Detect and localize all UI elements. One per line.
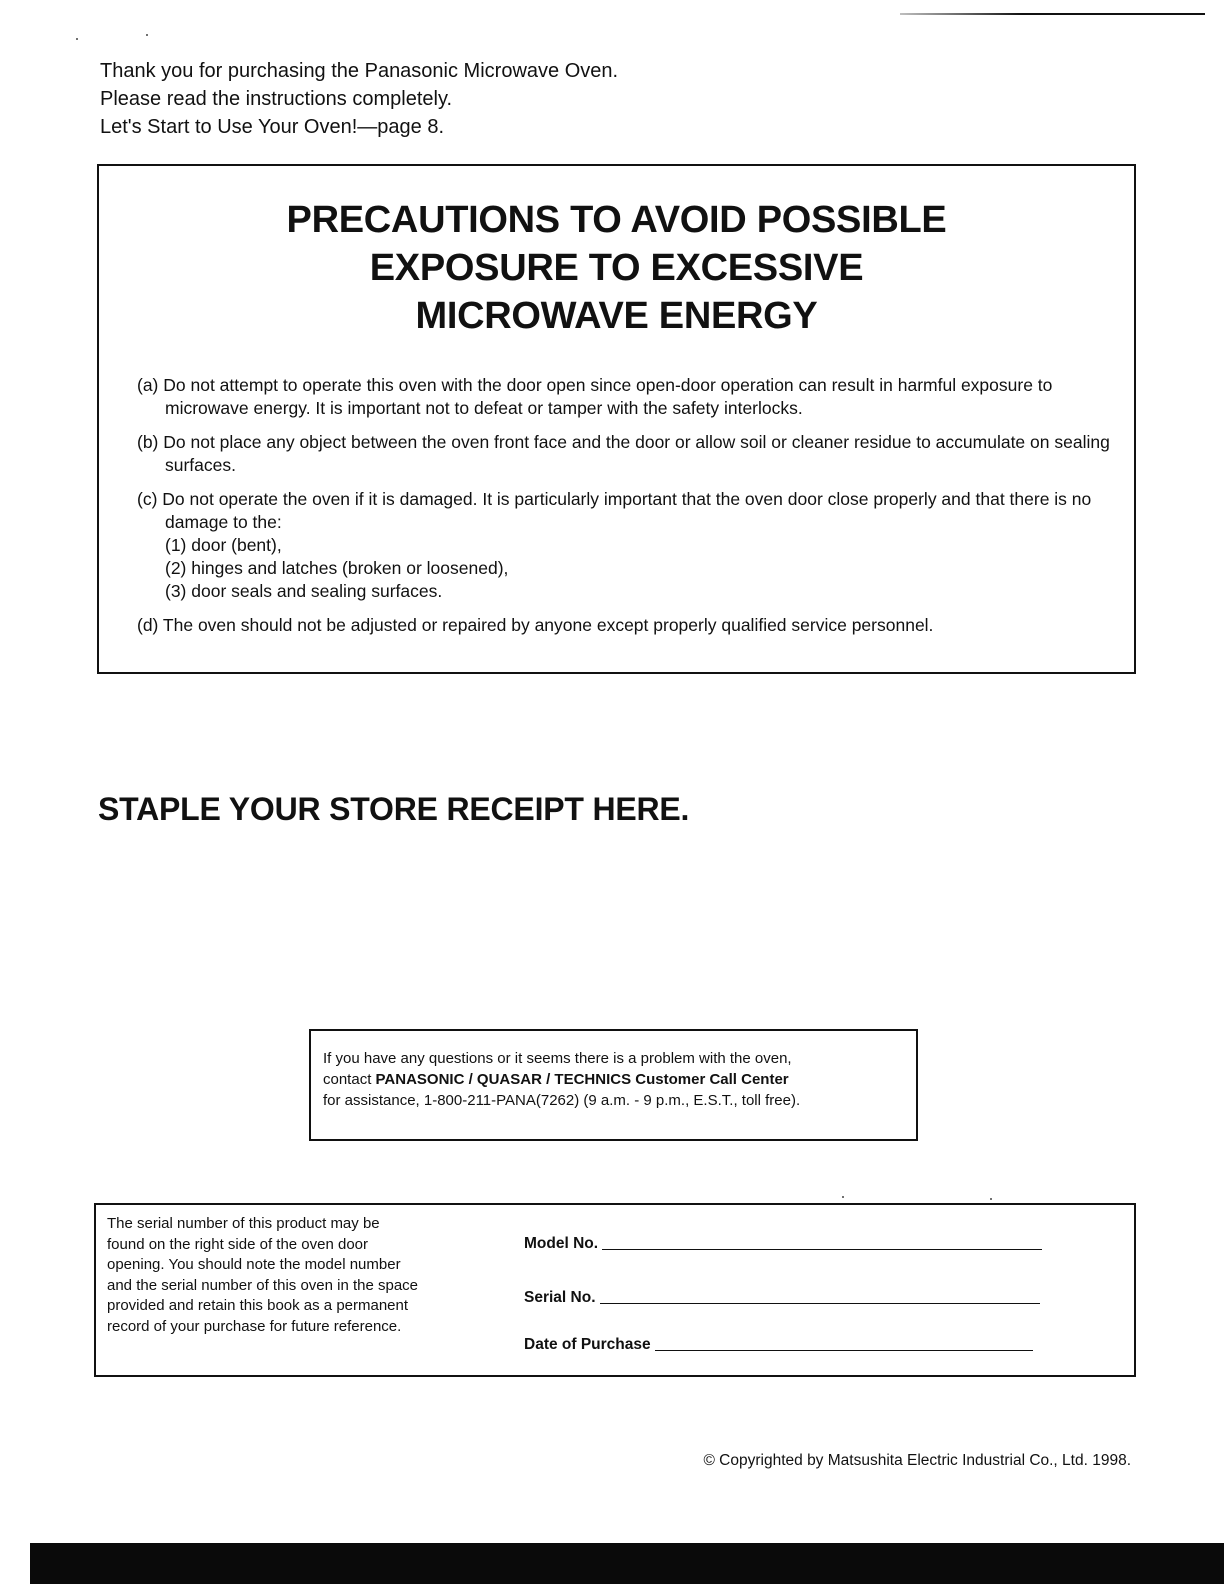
contact-box xyxy=(309,1029,918,1141)
title-line: PRECAUTIONS TO AVOID POSSIBLE xyxy=(286,199,947,241)
scan-speck xyxy=(990,1198,992,1200)
precaution-subitem: (2) hinges and latches (broken or loosened), xyxy=(165,558,509,578)
contact-line: If you have any questions or it seems there is a problem with the oven, xyxy=(323,1050,792,1067)
model-number-label: Model No. xyxy=(524,1235,599,1252)
precaution-item-c: (c) Do not operate the oven if it is damaged. It is particularly important that the oven door close properly and that there is no damage to the: xyxy=(137,489,1092,532)
precaution-subitems xyxy=(137,534,1112,603)
precaution-item-a: (a) Do not attempt to operate this oven with the door open since open-door operation can result in harmful exposure to microwave energy. It is important not to defeat or tamper with the safety interlocks. xyxy=(137,375,1053,418)
precaution-item-d: (d) The oven should not be adjusted or repaired by anyone except properly qualified service personnel. xyxy=(137,615,934,635)
precautions-list xyxy=(137,374,1112,648)
intro-text xyxy=(100,57,618,141)
note-line: opening. You should note the model number xyxy=(107,1256,401,1273)
scan-speck xyxy=(146,34,148,36)
precautions-title xyxy=(99,196,1134,340)
serial-number-label: Serial No. xyxy=(524,1289,596,1306)
scan-speck xyxy=(76,38,78,40)
precautions-box xyxy=(97,164,1136,674)
model-number-line[interactable] xyxy=(602,1248,1042,1250)
precaution-item-b: (b) Do not place any object between the oven front face and the door or allow soil or cleaner residue to accumulate on sealing surfaces. xyxy=(137,432,1110,475)
title-line: MICROWAVE ENERGY xyxy=(415,295,818,337)
serial-record-box xyxy=(94,1203,1136,1377)
top-scan-line xyxy=(900,13,1205,15)
model-number-field[interactable] xyxy=(524,1235,1042,1253)
contact-line xyxy=(323,1069,800,1090)
staple-heading: STAPLE YOUR STORE RECEIPT HERE. xyxy=(98,791,690,827)
serial-note xyxy=(107,1214,418,1337)
note-line: provided and retain this book as a permanent xyxy=(107,1297,409,1314)
bottom-scan-bar xyxy=(30,1543,1224,1584)
copyright-notice: © Copyrighted by Matsushita Electric Industrial Co., Ltd. 1998. xyxy=(703,1452,1131,1469)
note-line: The serial number of this product may be xyxy=(107,1215,380,1232)
contact-text xyxy=(323,1048,800,1111)
date-of-purchase-field[interactable] xyxy=(524,1336,1033,1354)
note-line: found on the right side of the oven door xyxy=(107,1235,369,1253)
serial-number-line[interactable] xyxy=(600,1302,1040,1304)
date-of-purchase-line[interactable] xyxy=(655,1349,1033,1351)
precaution-subitem: (1) door (bent), xyxy=(165,535,282,555)
scan-speck xyxy=(842,1196,844,1198)
contact-prefix: contact xyxy=(323,1071,376,1088)
title-line: EXPOSURE TO EXCESSIVE xyxy=(369,247,864,289)
intro-line: Thank you for purchasing the Panasonic Microwave Oven. xyxy=(100,60,619,82)
serial-number-field[interactable] xyxy=(524,1289,1040,1307)
call-center-name: PANASONIC / QUASAR / TECHNICS Customer Call Center xyxy=(375,1071,789,1088)
intro-line: Please read the instructions completely. xyxy=(100,88,453,110)
intro-line: Let's Start to Use Your Oven!—page 8. xyxy=(100,116,445,138)
contact-line: for assistance, 1-800-211-PANA(7262) (9 a.m. - 9 p.m., E.S.T., toll free). xyxy=(323,1092,801,1109)
note-line: record of your purchase for future reference. xyxy=(107,1317,402,1335)
date-of-purchase-label: Date of Purchase xyxy=(524,1336,651,1353)
note-line: and the serial number of this oven in the space xyxy=(107,1276,419,1294)
precaution-subitem: (3) door seals and sealing surfaces. xyxy=(165,581,443,601)
